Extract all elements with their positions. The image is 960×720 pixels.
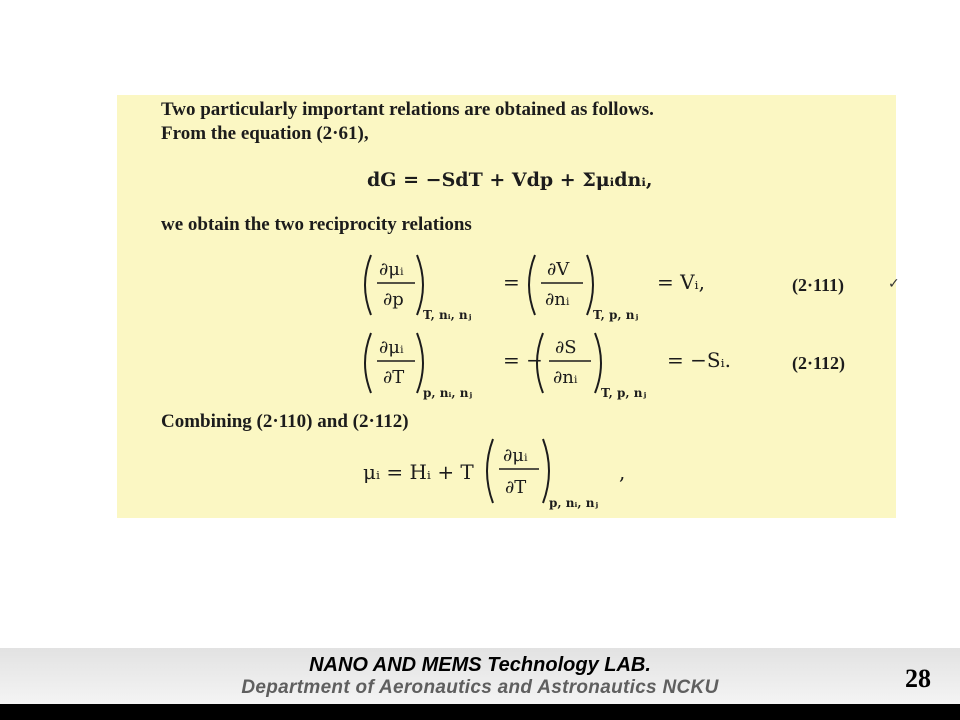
- equation-chemical-potential: [357, 431, 797, 515]
- eq1-number: (2·111): [792, 275, 845, 295]
- footer-black-strip: [0, 704, 960, 720]
- scanned-page: [117, 95, 896, 518]
- equation-2-112: [357, 327, 837, 407]
- eq1-lhs-subscript: T, nᵢ, nⱼ: [423, 308, 472, 322]
- eq2-rhs: = −Sᵢ.: [667, 348, 731, 372]
- equation-2-111: [357, 247, 837, 327]
- text-line-1: Two particularly important relations are obtained as follows.: [161, 99, 654, 120]
- eq2-mid-prefix: = −: [503, 348, 543, 372]
- eq2-mid-numerator: ∂S: [555, 337, 577, 358]
- text-line-4: Combining (2·110) and (2·112): [161, 411, 409, 432]
- eq2-lhs-denominator: ∂T: [383, 367, 405, 388]
- chevron-mark-icon: ✓: [888, 276, 900, 292]
- lab-name: NANO AND MEMS Technology LAB.: [309, 654, 651, 676]
- eq3-subscript: p, nᵢ, nⱼ: [549, 496, 599, 510]
- text-line-2: From the equation (2·61),: [161, 123, 369, 144]
- page-number: 28: [905, 664, 931, 693]
- eq3-denominator: ∂T: [505, 477, 527, 498]
- text-line-3: we obtain the two reciprocity relations: [161, 214, 472, 235]
- eq1-lhs-numerator: ∂μᵢ: [379, 259, 404, 280]
- eq2-number: (2·112): [792, 353, 845, 373]
- eq3-lhs: μᵢ = Hᵢ + T: [363, 460, 474, 484]
- eq2-lhs-subscript: p, nᵢ, nⱼ: [423, 386, 473, 400]
- eq1-lhs-denominator: ∂p: [383, 289, 404, 310]
- eq1-mid-denominator: ∂nᵢ: [545, 289, 570, 310]
- svg-text:=: =: [503, 270, 520, 294]
- eq3-numerator: ∂μᵢ: [503, 445, 528, 466]
- eq3-end: ,: [619, 460, 626, 484]
- eq2-mid-denominator: ∂nᵢ: [553, 367, 578, 388]
- gibbs-equation: dG = −SdT + Vdp + Σμᵢdnᵢ,: [367, 169, 653, 191]
- department-name: Department of Aeronautics and Astronautics NCKU: [241, 677, 719, 698]
- eq1-mid-numerator: ∂V: [547, 259, 570, 280]
- eq2-lhs-numerator: ∂μᵢ: [379, 337, 404, 358]
- eq2-mid-subscript: T, p, nⱼ: [601, 386, 647, 400]
- eq1-rhs: = Vᵢ,: [657, 270, 705, 294]
- eq1-mid-subscript: T, p, nⱼ: [593, 308, 639, 322]
